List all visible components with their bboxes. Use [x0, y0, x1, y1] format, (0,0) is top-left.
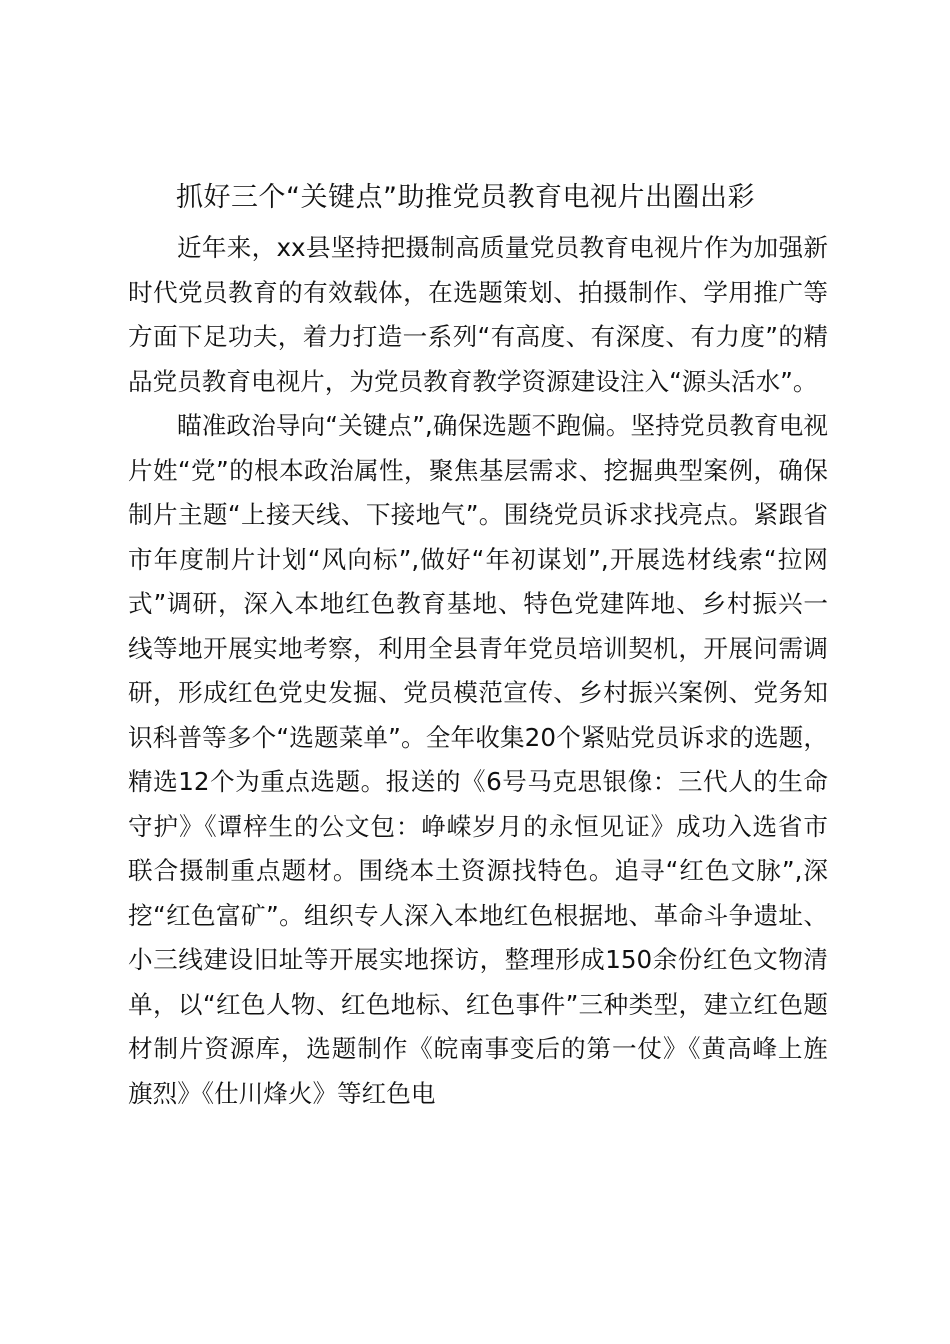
paragraph-political-orientation: 瞄准政治导向“关键点”,确保选题不跑偏。坚持党员教育电视片姓“党”的根本政治属性，聚焦基层需求、挖掘典型案例，确保制片主题“上接天线、下接地气”。围绕党员诉求找亮点。紧跟省市年度制片计划“风向标”,做好“年初谋划”,开展选材线索“拉网式”调研，深入本地红色教育基地、特色党建阵地、乡村振兴一线等地开展实地考察，利用全县青年党员培训契机，开展问需调研，形成红色党史发掘、党员模范宣传、乡村振兴案例、党务知识科普等多个“选题菜单”。全年收集20个紧贴党员诉求的选题，精选12个为重点选题。报送的《6号马克思银像：三代人的生命守护》《谭梓生的公文包：峥嵘岁月的永恒见证》成功入选省市联合摄制重点题材。围绕本土资源找特色。追寻“红色文脉”,深挖“红色富矿”。组织专人深入本地红色根据地、革命斗争遗址、小三线建设旧址等开展实地探访，整理形成150余份红色文物清单，以“红色人物、红色地标、红色事件”三种类型，建立红色题材制片资源库，选题制作《皖南事变后的第一仗》《黄高峰上旌旗烈》《仕川烽火》等红色电: [128, 411, 828, 1108]
document-title: 抓好三个“关键点”助推党员教育电视片出圈出彩: [176, 182, 755, 213]
document-body: [128, 226, 828, 1116]
paragraph-intro: 近年来，xx县坚持把摄制高质量党员教育电视片作为加强新时代党员教育的有效载体，在选题策划、拍摄制作、学用推广等方面下足功夫，着力打造一系列“有高度、有深度、有力度”的精品党员教育电视片，为党员教育教学资源建设注入“源头活水”。: [128, 233, 828, 396]
